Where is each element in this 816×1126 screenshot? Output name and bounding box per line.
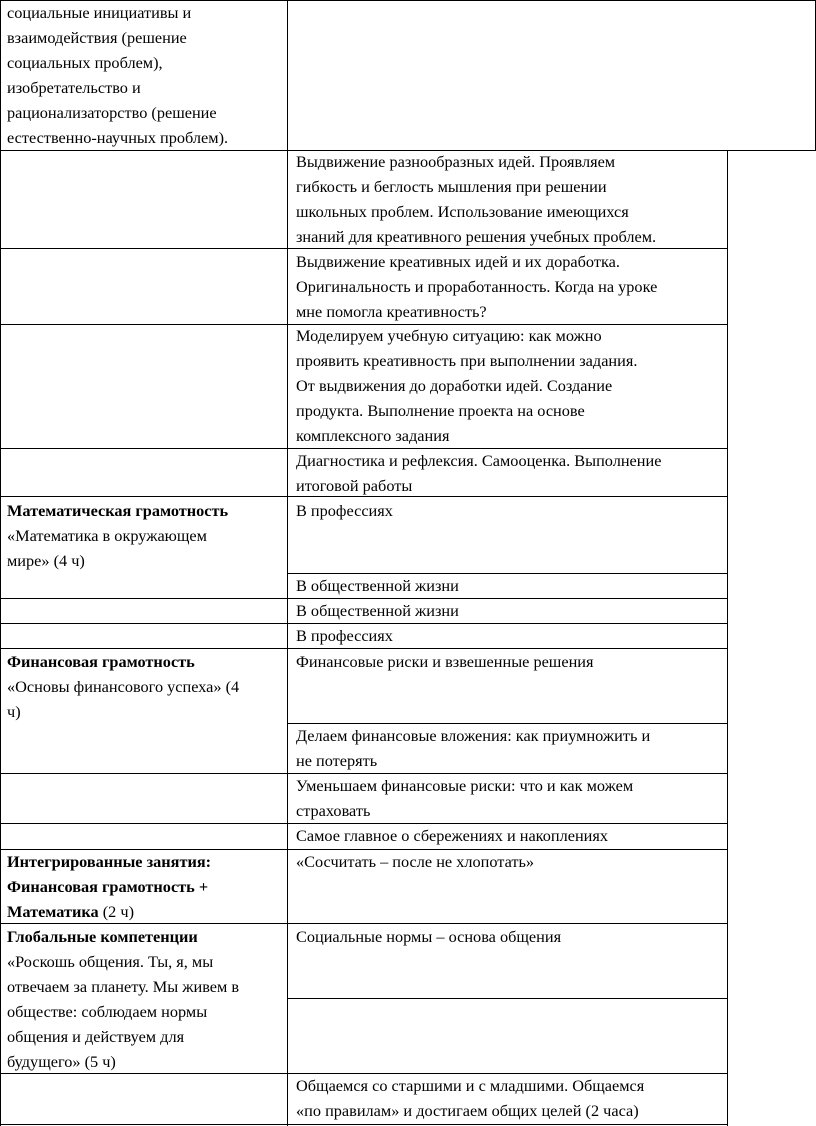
cell-row14-left: Глобальные компетенции «Роскошь общения. Ты, я, мы отвечаем за планету. Мы живем в обществе: соблюдаем нормы общения и действуем для будущего» (5 ч): [7, 927, 240, 1071]
cell-row0-left: социальные инициативы и взаимодействия (решение социальных проблем), изобретательство и рационализаторство (решение естественно-научных проблем).: [7, 3, 229, 147]
section-title: Финансовая грамотность +: [7, 877, 209, 896]
section-title: Математика: [7, 902, 99, 921]
cell-row8-right: В профессиях: [296, 626, 393, 645]
cell-row5-right: В профессиях: [296, 501, 393, 520]
cell-row1-right: Выдвижение разнообразных идей. Проявляем гибкость и беглость мышления при решении школьных проблем. Использование имеющихся знаний для креативного решения учебных проблем.: [296, 152, 657, 246]
cell-row2-right: Выдвижение креативных идей и их доработка. Оригинальность и проработанность. Когда на уроке мне помогла креативность?: [296, 252, 658, 321]
grid-row-line: [0, 1124, 728, 1125]
cell-row4-right: Диагностика и рефлексия. Самооценка. Выполнение итоговой работы: [296, 451, 662, 495]
cell-row9-left: Финансовая грамотность «Основы финансового успеха» (4 ч): [7, 652, 240, 721]
cell-row6-right: В общественной жизни: [296, 576, 459, 595]
cell-row10-right: Делаем финансовые вложения: как приумножить и не потерять: [296, 726, 651, 770]
cell-row13-right: «Сосчитать – после не хлопотать»: [296, 852, 535, 871]
section-title: Глобальные компетенции: [7, 927, 198, 946]
grid-right-border: [727, 150, 728, 1126]
cell-row7-right: В общественной жизни: [296, 601, 459, 620]
cell-row13-left: [7, 849, 211, 924]
section-title: Интегрированные занятия:: [7, 852, 212, 871]
grid-column-divider: [287, 0, 288, 1126]
cell-row3-right: Моделируем учебную ситуацию: как можно проявить креативность при выполнении задания. От выдвижения до доработки идей. Создание продукта. Выполнение проекта на основе комплексного задания: [296, 326, 638, 445]
cell-row11-right: Уменьшаем финансовые риски: что и как можем страховать: [296, 776, 634, 820]
grid-left-border: [0, 0, 1, 1126]
section-title: Математическая грамотность: [7, 501, 229, 520]
cell-row14-right: Социальные нормы – основа общения: [296, 927, 562, 946]
cell-row5-left: Математическая грамотность «Математика в окружающем мире» (4 ч): [7, 501, 229, 570]
section-title: Финансовая грамотность: [7, 652, 195, 671]
cell-row12-right: Самое главное о сбережениях и накоплениях: [296, 826, 609, 845]
hours-label: (2 ч): [98, 902, 134, 921]
grid-row-line: [288, 998, 728, 999]
cell-row9-right: Финансовые риски и взвешенные решения: [296, 652, 594, 671]
cell-row15-right: Общаемся со старшими и с младшими. Общаемся «по правилам» и достигаем общих целей (2 часа): [296, 1076, 645, 1120]
